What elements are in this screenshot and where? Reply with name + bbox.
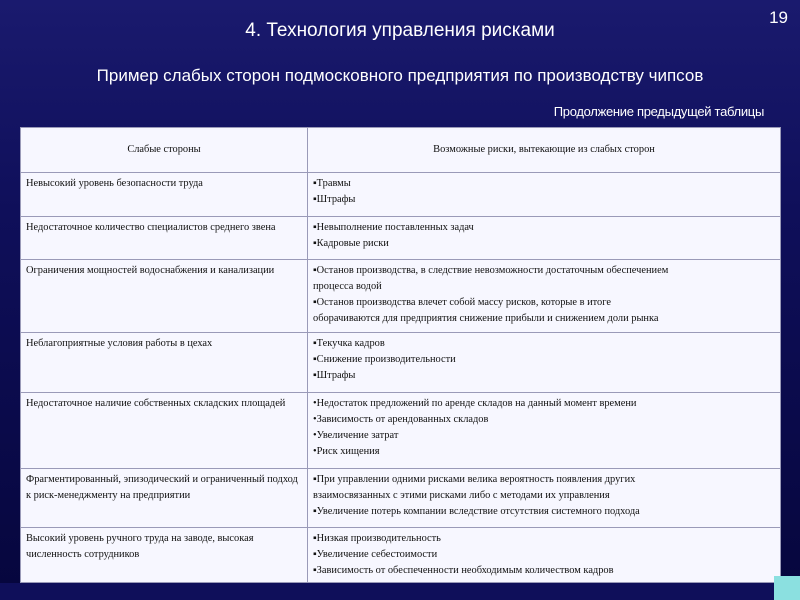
header-weaknesses: Слабые стороны [21, 128, 308, 173]
slide-title: 4. Технология управления рисками [245, 20, 555, 41]
continued-note: Продолжение предыдущей таблицы [553, 104, 764, 119]
table-row [21, 333, 781, 392]
risks-cell [308, 333, 781, 392]
risks-cell [308, 217, 781, 260]
table-row [21, 260, 781, 333]
risks-cell [308, 260, 781, 333]
table-row [21, 392, 781, 468]
weakness-cell: Неблагоприятные условия работы в цехах [21, 333, 308, 392]
corner-decoration [774, 576, 800, 600]
risk-item: ▪Увеличение себестоимости [313, 548, 438, 560]
table-row [21, 217, 781, 260]
risks-cell [308, 392, 781, 468]
risk-item: •Зависимость от арендованных складов [313, 413, 489, 425]
slide-subtitle: Пример слабых сторон подмосковного предприятия по производству чипсов [96, 66, 704, 85]
risk-item: ▪Штрафы [313, 194, 356, 205]
weakness-cell: Невысокий уровень безопасности труда [21, 173, 308, 217]
header-risks: Возможные риски, вытекающие из слабых сторон [308, 128, 781, 173]
risk-item: ▪Невыполнение поставленных задач [313, 222, 474, 234]
risk-item: ▪Штрафы [313, 370, 356, 382]
weakness-cell: Фрагментированный, эпизодический и ограниченный подход к риск-менеджменту на предприятии [21, 468, 308, 527]
slide-number: 19 [769, 8, 788, 27]
risks-cell [308, 527, 781, 582]
table-header-row [21, 128, 781, 173]
risks-cell [308, 173, 781, 217]
risk-item: ▪Кадровые риски [313, 238, 389, 250]
risk-item: •Увеличение затрат [313, 429, 399, 441]
risk-item: ▪Текучка кадров [313, 338, 385, 350]
weakness-cell: Высокий уровень ручного труда на заводе, высокая численность сотрудников [21, 527, 308, 582]
risk-item: процесса водой [313, 281, 382, 293]
risk-item: •Недостаток предложений по аренде складов на данный момент времени [313, 397, 637, 409]
risk-item: взаимосвязанных с этими рисками либо с методами их управления [313, 489, 610, 501]
risk-item: ▪Останов производства влечет собой массу рисков, которые в итоге [313, 297, 611, 309]
risk-item: оборачиваются для предприятия снижение прибыли и снижением доли рынка [313, 313, 659, 325]
risk-item: ▪Низкая производительность [313, 532, 441, 544]
risk-item: ▪Снижение производительности [313, 354, 456, 366]
table-row [21, 527, 781, 582]
bottom-strip [0, 583, 800, 600]
risk-item: ▪Зависимость от обеспеченности необходимым количеством кадров [313, 564, 614, 576]
table-row [21, 173, 781, 217]
table-row [21, 468, 781, 527]
risk-item: ▪При управлении одними рисками велика вероятность появления других [313, 473, 636, 485]
risks-cell [308, 468, 781, 527]
weakness-cell: Ограничения мощностей водоснабжения и канализации [21, 260, 308, 333]
risk-item: •Риск хищения [313, 445, 380, 457]
risk-item: ▪Останов производства, в следствие невозможности достаточным обеспечением [313, 265, 669, 277]
risk-item: ▪Травмы [313, 178, 351, 189]
weakness-cell: Недостаточное количество специалистов среднего звена [21, 217, 308, 260]
risk-item: ▪Увеличение потерь компании вследствие отсутствия системного подхода [313, 505, 640, 517]
weakness-cell: Недостаточное наличие собственных складских площадей [21, 392, 308, 468]
weaknesses-table [20, 127, 781, 583]
